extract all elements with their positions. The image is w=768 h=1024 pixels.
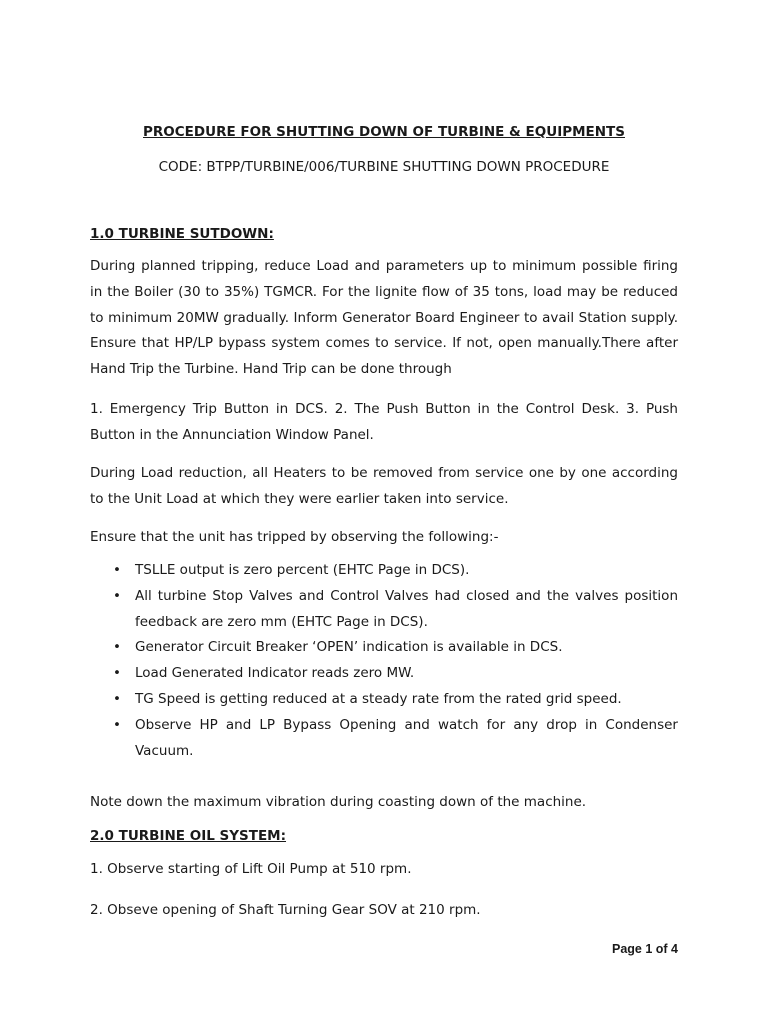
section-1-paragraph-1: During planned tripping, reduce Load and parameters up to minimum possible firing in the Boiler (30 to 35%) TGMCR. For the lignite flow of 35 tons, load may be reduced to minimum 20MW gradually. Inform Generator Board Engineer to avail Station supply. Ensure that HP/LP bypass system comes to service. If not, open manually.There after Hand Trip the Turbine. Hand Trip can be done through: [90, 258, 678, 378]
tripped-checklist: [90, 558, 678, 764]
section-2-item-2: 2. Obseve opening of Shaft Turning Gear SOV at 210 rpm.: [90, 902, 481, 918]
page-number: Page 1 of 4: [612, 942, 678, 956]
list-item: • Load Generated Indicator reads zero MW.: [90, 661, 678, 687]
section-1-paragraph-5: Note down the maximum vibration during coasting down of the machine.: [90, 794, 587, 810]
section-1-paragraph-4: Ensure that the unit has tripped by observing the following:-: [90, 529, 499, 545]
document-page: [90, 0, 678, 1024]
list-item: • All turbine Stop Valves and Control Valves had closed and the valves position feedback are zero mm (EHTC Page in DCS).: [90, 584, 678, 636]
section-1-paragraph-3: During Load reduction, all Heaters to be removed from service one by one according to the Unit Load at which they were earlier taken into service.: [90, 465, 678, 507]
section-2-heading: 2.0 TURBINE OIL SYSTEM:: [90, 828, 287, 844]
document-code: CODE: BTPP/TURBINE/006/TURBINE SHUTTING DOWN PROCEDURE: [158, 159, 610, 175]
document-title: PROCEDURE FOR SHUTTING DOWN OF TURBINE & EQUIPMENTS: [143, 124, 625, 140]
section-2-item-1: 1. Observe starting of Lift Oil Pump at 510 rpm.: [90, 861, 412, 877]
section-1-heading: 1.0 TURBINE SUTDOWN:: [90, 226, 274, 242]
section-1-paragraph-2: 1. Emergency Trip Button in DCS. 2. The Push Button in the Control Desk. 3. Push Button in the Annunciation Window Panel.: [90, 401, 678, 443]
list-item: • TSLLE output is zero percent (EHTC Page in DCS).: [90, 558, 678, 584]
list-item: • TG Speed is getting reduced at a steady rate from the rated grid speed.: [90, 687, 678, 713]
list-item: • Observe HP and LP Bypass Opening and watch for any drop in Condenser Vacuum.: [90, 713, 678, 765]
list-item: • Generator Circuit Breaker ‘OPEN’ indication is available in DCS.: [90, 635, 678, 661]
